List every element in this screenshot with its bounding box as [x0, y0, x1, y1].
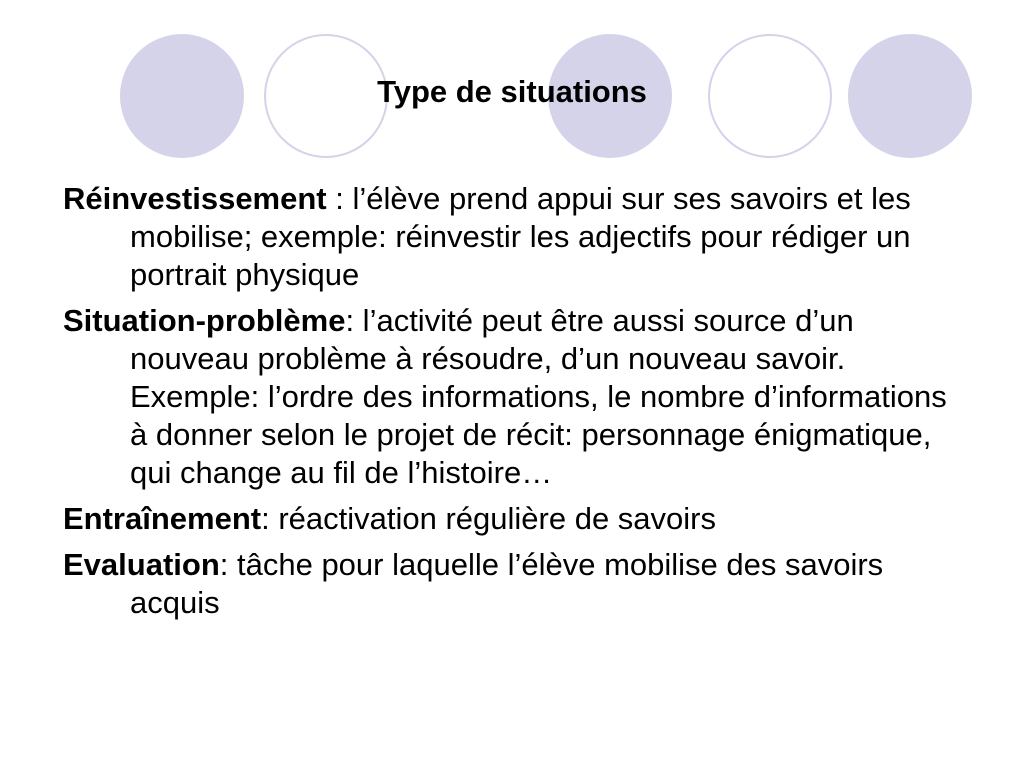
item-text: : l’activité peut être aussi source d’un nouveau problème à résoudre, d’un nouveau savoir. Exemple: l’ordre des informations, le nombre d’informations à donner selon le projet de récit: personnage énigmatique, qui change au fil de l’histoire…: [130, 303, 947, 490]
slide-title: Type de situations: [377, 74, 647, 109]
list-item: [63, 546, 963, 622]
item-text: : tâche pour laquelle l’élève mobilise des savoirs acquis: [130, 547, 884, 620]
item-term: Entraînement: [63, 501, 262, 536]
list-item: [63, 302, 963, 492]
list-item: [63, 180, 963, 294]
item-text: : l’élève prend appui sur ses savoirs et les mobilise; exemple: réinvestir les adjectifs pour rédiger un portrait physique: [130, 181, 911, 292]
item-term: Situation-problème: [63, 303, 346, 338]
list-item: [63, 500, 963, 538]
slide-body: [63, 180, 963, 630]
item-text: : réactivation régulière de savoirs: [261, 501, 716, 536]
item-term: Evaluation: [63, 547, 220, 582]
item-term: Réinvestissement: [63, 181, 327, 216]
